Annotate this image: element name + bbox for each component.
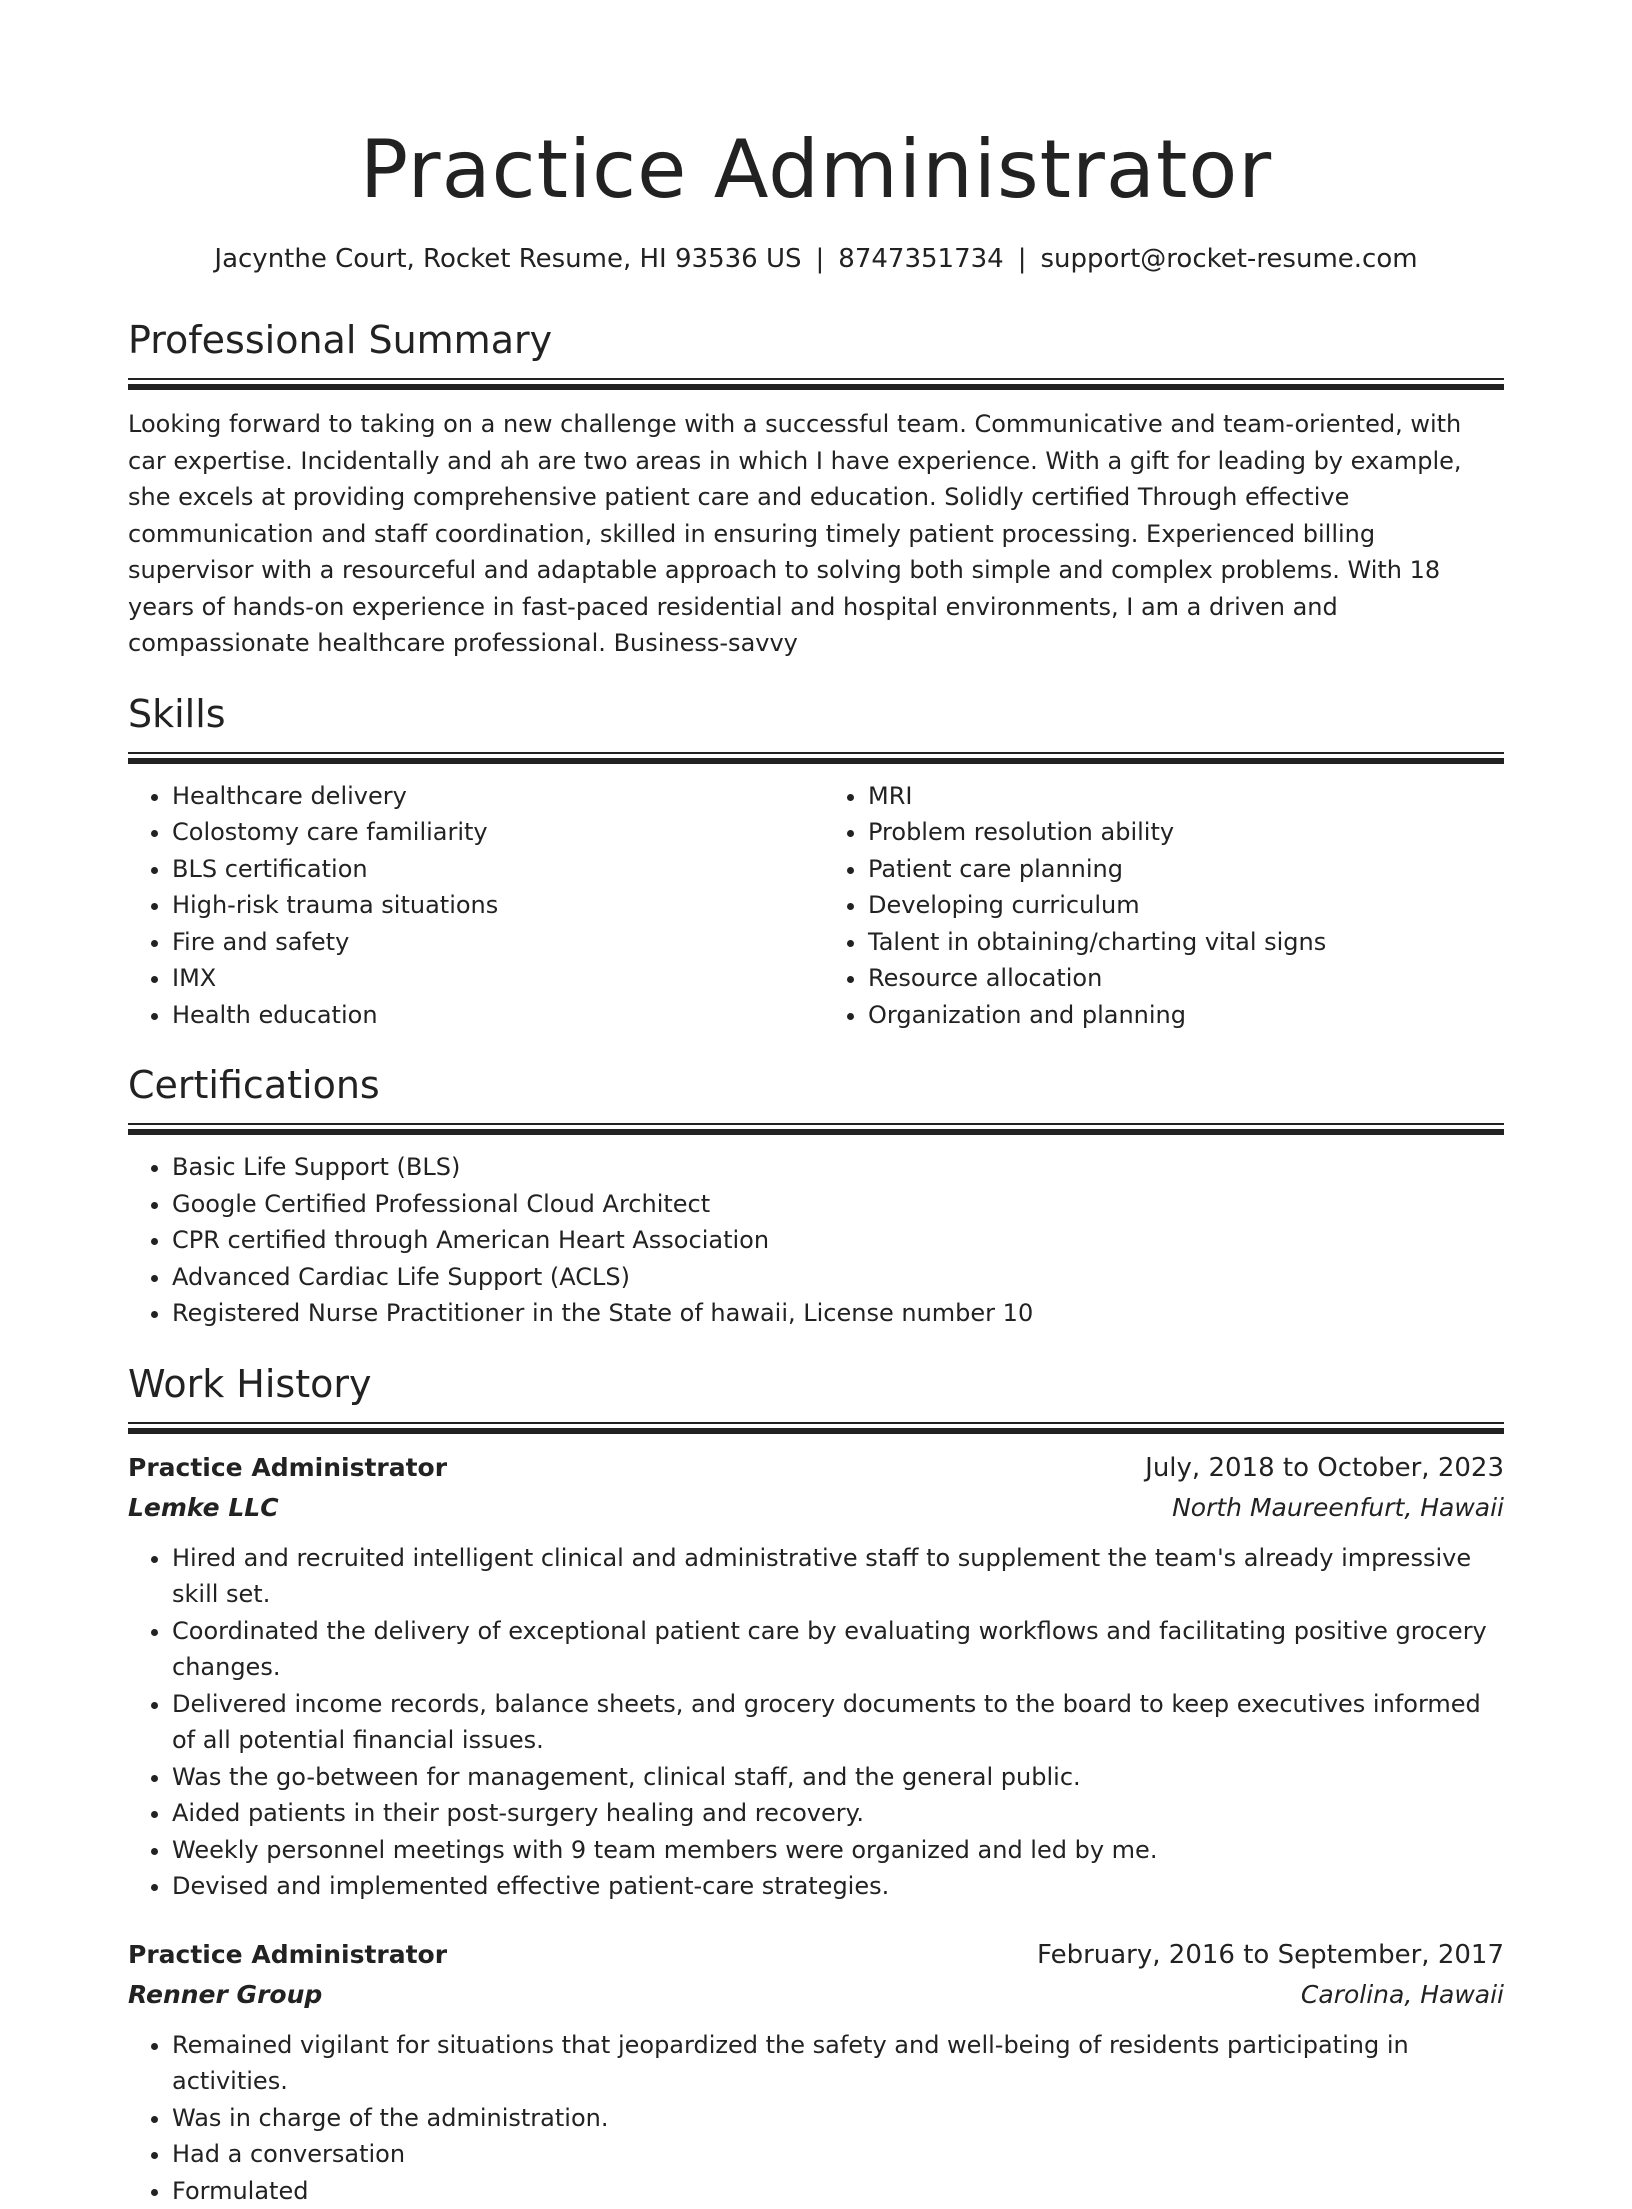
skill-item: • IMX [172,960,816,997]
skill-item: • Resource allocation [868,960,1504,997]
section-heading-certifications: Certifications [128,1063,1504,1107]
contact-address: Jacynthe Court, Rocket Resume, HI 93536 US [214,244,801,274]
skills-columns [128,778,1504,1034]
section-divider [128,378,1504,390]
job-company-row [128,1975,1504,2015]
skill-item: • Healthcare delivery [172,778,816,815]
certification-item: • CPR certified through American Heart Association [172,1222,1504,1259]
certification-item: • Basic Life Support (BLS) [172,1149,1504,1186]
section-heading-skills: Skills [128,692,1504,736]
job-bullets [128,2027,1504,2209]
job-title: Practice Administrator [128,1448,447,1488]
skill-item: • High-risk trauma situations [172,887,816,924]
section-heading-work-history: Work History [128,1362,1504,1406]
skill-item: • Problem resolution ability [868,814,1504,851]
contact-separator: | [802,244,839,274]
job-location: North Maureenfurt, Hawaii [1172,1488,1504,1528]
contact-phone: 8747351734 [838,244,1003,274]
skill-item: • Colostomy care familiarity [172,814,816,851]
resume-title: Practice Administrator [128,0,1504,220]
job-bullets [128,1540,1504,1905]
job-title: Practice Administrator [128,1935,447,1975]
job-header-row [128,1935,1504,1975]
job-company: Renner Group [128,1975,322,2015]
certifications-list [128,1149,1504,1332]
job-bullet: • Formulated [172,2173,1504,2209]
skill-item: • Talent in obtaining/charting vital signs [868,924,1504,961]
job-entry [128,1935,1504,2209]
job-bullet: • Was in charge of the administration. [172,2100,1504,2137]
job-bullet: • Devised and implemented effective patient-care strategies. [172,1868,1504,1905]
job-bullet: • Had a conversation [172,2136,1504,2173]
section-heading-summary: Professional Summary [128,318,1504,362]
job-entry [128,1448,1504,1905]
skill-item: • Health education [172,997,816,1034]
job-bullet: • Delivered income records, balance sheets, and grocery documents to the board to keep executives informed of all potential financial issues. [172,1686,1504,1759]
section-divider [128,1422,1504,1434]
skill-item: • BLS certification [172,851,816,888]
job-location: Carolina, Hawaii [1301,1975,1504,2015]
summary-text: Looking forward to taking on a new challenge with a successful team. Communicative and team-oriented, with car expertise. Incidentally and ah are two areas in which I have experience. With a gift for leading by example, she excels at providing comprehensive patient care and education. Solidly certified Through effective communication and staff coordination, skilled in ensuring timely patient processing. Experienced billing supervisor with a resourceful and adaptable approach to solving both simple and complex problems. With 18 years of hands-on experience in fast-paced residential and hospital environments, I am a driven and compassionate healthcare professional. Business-savvy [128,406,1504,662]
contact-line [128,242,1504,276]
job-bullet: • Hired and recruited intelligent clinical and administrative staff to supplement the team's already impressive skill set. [172,1540,1504,1613]
job-company-row [128,1488,1504,1528]
contact-separator: | [1004,244,1041,274]
skill-item: • MRI [868,778,1504,815]
job-bullet: • Coordinated the delivery of exceptional patient care by evaluating workflows and facilitating positive grocery changes. [172,1613,1504,1686]
certifications-section [128,1063,1504,1332]
job-company: Lemke LLC [128,1488,279,1528]
job-dates: February, 2016 to September, 2017 [1037,1935,1504,1975]
skill-item: • Patient care planning [868,851,1504,888]
section-divider [128,752,1504,764]
summary-section [128,318,1504,662]
job-header-row [128,1448,1504,1488]
section-divider [128,1123,1504,1135]
job-bullet: • Was the go-between for management, clinical staff, and the general public. [172,1759,1504,1796]
job-bullet: • Weekly personnel meetings with 9 team members were organized and led by me. [172,1832,1504,1869]
job-bullet: • Aided patients in their post-surgery healing and recovery. [172,1795,1504,1832]
skill-item: • Fire and safety [172,924,816,961]
skills-section [128,692,1504,1034]
skill-item: • Developing curriculum [868,887,1504,924]
contact-email: support@rocket-resume.com [1040,244,1417,274]
work-history-section [128,1362,1504,2209]
skill-item: • Organization and planning [868,997,1504,1034]
skills-list-left [128,778,816,1034]
job-bullet: • Remained vigilant for situations that jeopardized the safety and well-being of residents participating in activities. [172,2027,1504,2100]
job-dates: July, 2018 to October, 2023 [1145,1448,1504,1488]
certification-item: • Advanced Cardiac Life Support (ACLS) [172,1259,1504,1296]
skills-list-right [816,778,1504,1034]
certification-item: • Registered Nurse Practitioner in the State of hawaii, License number 10 [172,1295,1504,1332]
certification-item: • Google Certified Professional Cloud Architect [172,1186,1504,1223]
